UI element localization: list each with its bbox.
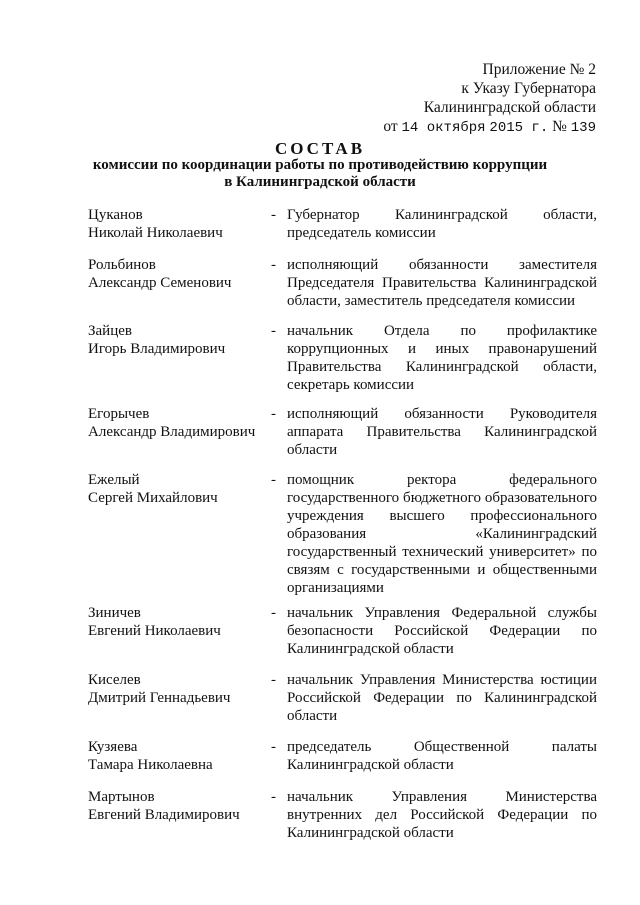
date-prefix: от: [383, 118, 398, 135]
member-surname: Зайцев: [88, 323, 132, 339]
member-surname: Зиничев: [88, 605, 141, 621]
member-role: председатель Общественной палаты Калининградской области: [287, 739, 597, 773]
member-name: [88, 405, 268, 441]
member-given-name: Дмитрий Геннадьевич: [88, 690, 231, 706]
member-dash: -: [271, 789, 276, 805]
number-value: 139: [570, 120, 596, 136]
member-given-name: Николай Николаевич: [88, 225, 223, 241]
member-surname: Егорычев: [88, 406, 150, 422]
member-name: [88, 322, 268, 358]
member-dash: -: [271, 257, 276, 273]
member-given-name: Александр Семенович: [88, 275, 232, 291]
member-given-name: Александр Владимирович: [88, 424, 256, 440]
member-surname: Кузяева: [88, 739, 138, 755]
member-given-name: Игорь Владимирович: [88, 341, 226, 357]
member-given-name: Сергей Михайлович: [88, 490, 218, 506]
appendix-decree: к Указу Губернатора: [461, 80, 596, 97]
member-dash: -: [271, 207, 276, 223]
member-role: Губернатор Калининградской области, председатель комиссии: [287, 207, 597, 241]
member-given-name: Евгений Владимирович: [88, 807, 240, 823]
document-subtitle: [60, 157, 580, 191]
appendix-number: Приложение № 2: [482, 61, 596, 78]
member-name: [88, 471, 268, 507]
member-role: начальник Управления Министерства юстиции Российской Федерации по Калининградской области: [287, 672, 597, 724]
member-surname: Рольбинов: [88, 257, 156, 273]
date-value: 14 октября: [401, 120, 486, 136]
appendix-block: [383, 60, 596, 138]
member-surname: Мартынов: [88, 789, 155, 805]
member-name: [88, 738, 268, 774]
member-role: исполняющий обязанности Руководителя аппарата Правительства Калининградской области: [287, 406, 597, 458]
member-name: [88, 788, 268, 824]
appendix-region: Калининградской области: [423, 99, 596, 116]
member-role: помощник ректора федерального государственного бюджетного образовательного учреждения высшего профессионального образования «Калининградский государственный технический университет» по связям с государственными и общественными организациями: [287, 472, 597, 596]
member-dash: -: [271, 406, 276, 422]
member-dash: -: [271, 672, 276, 688]
member-surname: Цуканов: [88, 207, 143, 223]
member-surname: Киселев: [88, 672, 141, 688]
member-name: [88, 256, 268, 292]
member-dash: -: [271, 739, 276, 755]
member-dash: -: [271, 472, 276, 488]
member-dash: -: [271, 323, 276, 339]
member-given-name: Евгений Николаевич: [88, 623, 221, 639]
member-given-name: Тамара Николаевна: [88, 757, 213, 773]
member-name: [88, 206, 268, 242]
subtitle-line-2: в Калининградской области: [224, 174, 416, 190]
member-name: [88, 671, 268, 707]
date-year: 2015 г.: [489, 120, 549, 136]
number-label: №: [552, 118, 567, 135]
member-role: начальник Отдела по профилактике коррупционных и иных правонарушений Правительства Калининградской области, секретарь комиссии: [287, 323, 597, 393]
member-role: исполняющий обязанности заместителя Председателя Правительства Калининградской области, заместитель председателя комиссии: [287, 257, 597, 309]
member-role: начальник Управления Федеральной службы безопасности Российской Федерации по Калининградской области: [287, 605, 597, 657]
member-role: начальник Управления Министерства внутренних дел Российской Федерации по Калининградской области: [287, 789, 597, 841]
appendix-date-line: [383, 117, 596, 138]
subtitle-line-1: комиссии по координации работы по противодействию коррупции: [92, 157, 548, 173]
document-title: СОСТАВ: [274, 139, 366, 158]
member-name: [88, 604, 268, 640]
member-surname: Ежелый: [88, 472, 140, 488]
member-dash: -: [271, 605, 276, 621]
